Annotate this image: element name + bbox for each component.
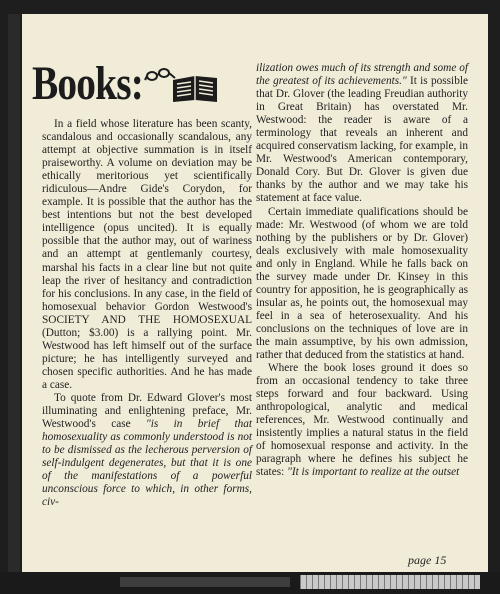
article-column-left xyxy=(42,118,252,509)
paragraph-text: It is possible that Dr. Glover (the leading Freudian authority in Great Britain) has overstated Mr. Westwood: the reader is aware of a terminology that reveals an inherent and acquired conservatism lacking, for example, in Mr. Westwood's American contemporary, Donald Cory. But Dr. Glover is given due thanks by the author and we may take his statement at face value. xyxy=(256,75,468,205)
article-paragraph xyxy=(42,392,252,509)
paragraph-lead: Where the book loses ground it does so from an occasional tendency to take three steps forward and four backward. Using anthropological, analytic and medical references, Mr. Westwood continually and insistently implies a natural status in the field of homosexual response and activity. In the paragraph where he defines his subject he states: xyxy=(256,362,468,479)
article-paragraph: In a field whose literature has been scanty, scandalous and occasionally scandalous, any attempt at objective summation is in itself praiseworthy. A volume on deviation may be ethically meritorious yet scientifically ridiculous—Andre Gide's Corydon, for example. It is possible that the author has the best intentions but not the best developed intelligence (opus uncited). It is equally possible that the author may, out of wariness and an attempt at gentlemanly courtesy, marshal his facts in a clear line but not quite leap the river of hesitancy and contradiction for his conclusions. In any case, in the field of homosexual behavior Gordon Westwood's SOCIETY AND THE HOMOSEXUAL (Dutton; $3.00) is a rallying point. Mr. Westwood has left himself out of the surface picture; he has intelligently surveyed and chosen specific authorities. And he has made a case. xyxy=(42,118,252,391)
article-paragraph: Certain immediate qualifications should be made: Mr. Westwood (of whom we are told nothing by the publishers or by Dr. Glover) deals exclusively with male homosexuality and only in England. While he falls back on the survey made under Dr. Kinsey in this country for apposition, he is geographically as insular as, he points out, the homosexual may feel in a sea of heterosexuality. And his conclusions on the techniques of love are in the main assumptive, by his own admission, rather that deduced from the statistics at hand. xyxy=(256,205,468,362)
scan-ruler xyxy=(300,575,480,589)
scan-color-bar xyxy=(120,577,290,587)
page-title: Books: xyxy=(32,57,144,110)
article-paragraph xyxy=(256,362,468,479)
page-number: page 15 xyxy=(408,553,447,567)
binding-spine xyxy=(8,14,20,572)
glover-quote-end: ilization owes much of its strength and some of the greatest of its achievements." xyxy=(256,62,468,88)
glover-quote: "is in brief that homosexuality as commonly understood is not to be dismissed as the lecherous perversion of self-indulgent degenerates, but that it is one of the manifestations of a powerful unconscious force to which, in other forms, civ- xyxy=(42,418,253,509)
article-paragraph xyxy=(256,62,468,206)
westwood-quote: "It is important to realize at the outset xyxy=(287,466,460,479)
section-header xyxy=(32,57,221,110)
paragraph-lead: To quote from Dr. Edward Glover's most illuminating and enlightening preface, Mr. Westwood's case xyxy=(42,391,252,431)
open-book-icon xyxy=(143,64,221,104)
article-column-right xyxy=(256,62,468,480)
